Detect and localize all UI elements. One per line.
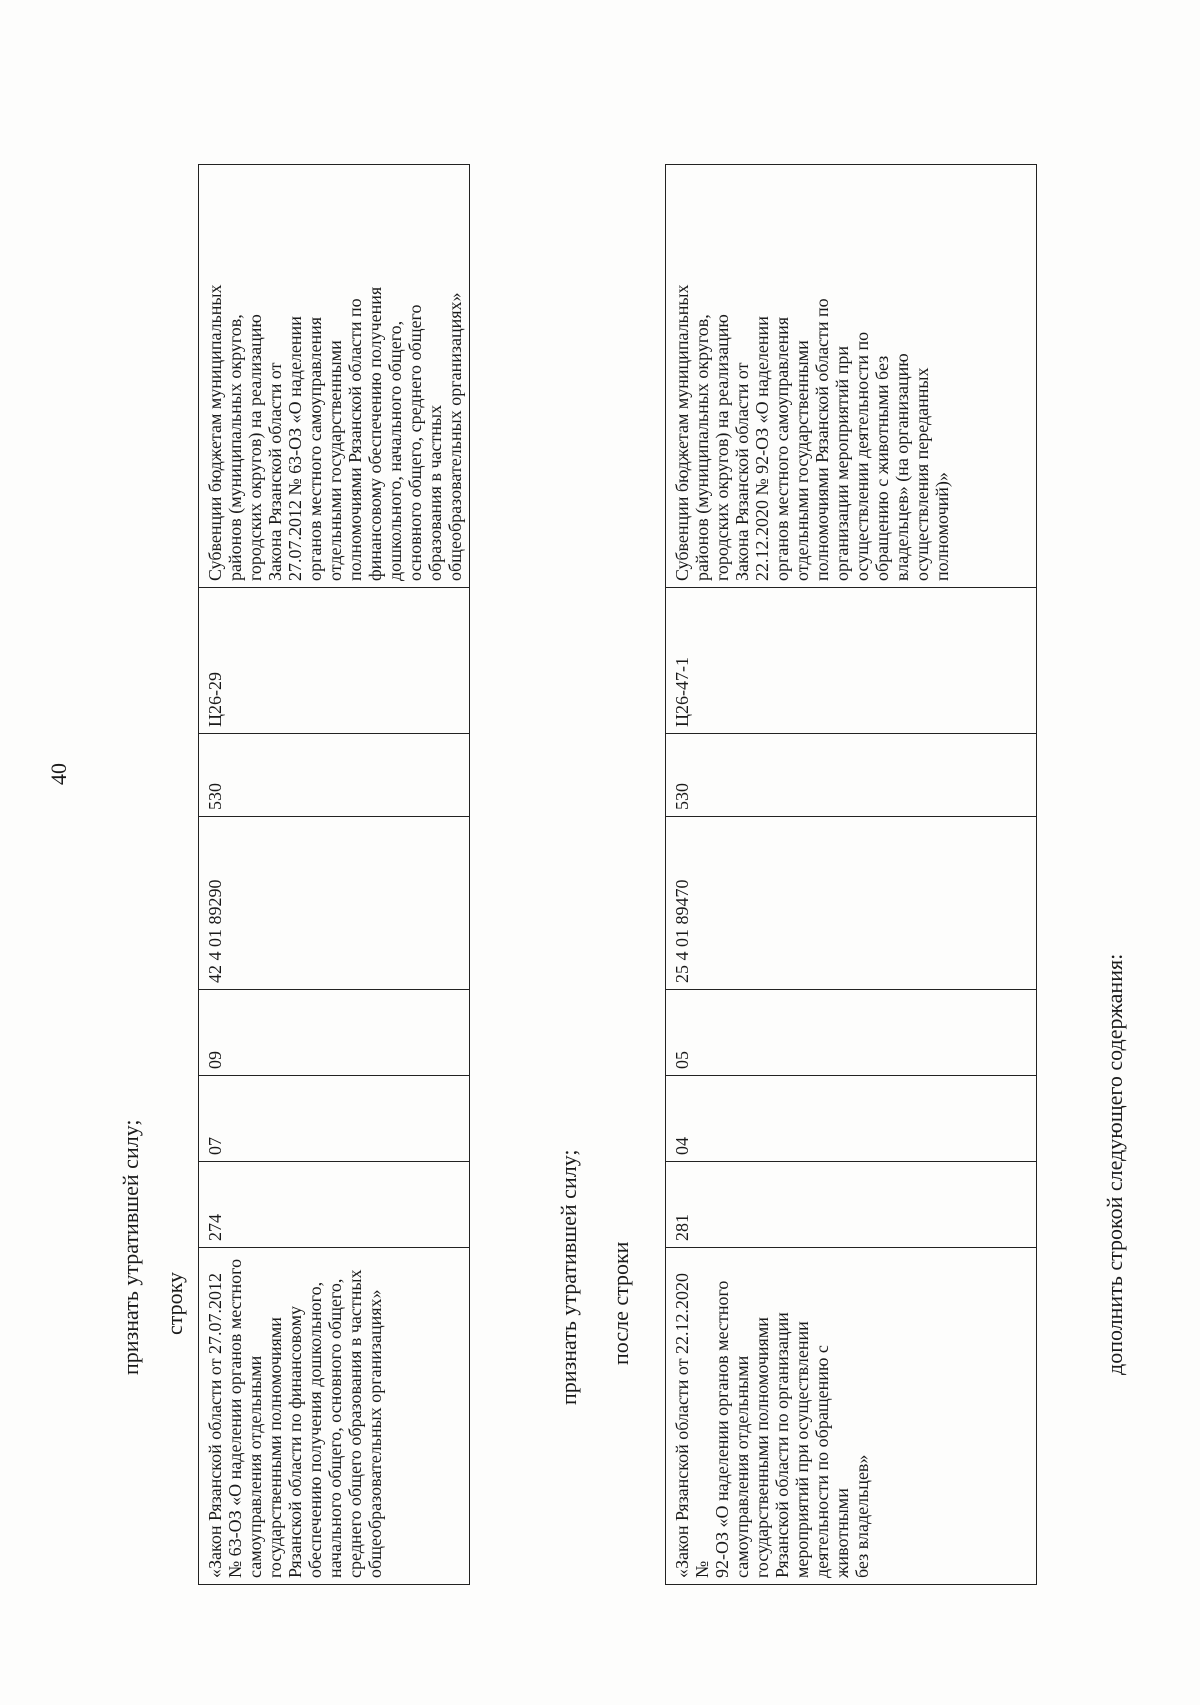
page-number: 40 [46, 763, 71, 785]
admin-code-cell: 281 [666, 1162, 1037, 1248]
instruction-text: признать утратившей силу; [118, 1119, 143, 1375]
expense-type-cell: 530 [666, 734, 1037, 817]
section-cell: 04 [666, 1076, 1037, 1162]
section-cell: 07 [199, 1076, 470, 1162]
description-line: 27.07.2012 № 63-ОЗ «О наделении [285, 316, 305, 581]
description-line: отдельными государственными [325, 340, 345, 581]
description-line: городских округов) на реализацию [712, 314, 732, 581]
description-line: Субвенции бюджетам муниципальных [672, 284, 692, 581]
description-line: отдельными государственными [792, 340, 812, 581]
law-line: Рязанской области по организации [772, 1312, 792, 1578]
law-line: обеспечению получения дошкольного, [305, 1281, 325, 1578]
law-line: деятельности по обращению с животными [812, 1345, 852, 1578]
law-cell [666, 1248, 1037, 1585]
instruction-text: признать утратившей силу; [556, 1149, 581, 1405]
description-line: осуществлении деятельности по [852, 331, 872, 581]
description-line: Закона Рязанской области от [732, 362, 752, 581]
instruction-text: дополнить строкой следующего содержания: [1102, 953, 1127, 1375]
description-cell [666, 165, 1037, 588]
description-line: полномочиями Рязанской области по [345, 298, 365, 581]
subsection-cell: 09 [199, 990, 470, 1076]
description-line: районов (муниципальных округов, [692, 314, 712, 581]
description-line: дошкольного, начального общего, [385, 320, 405, 581]
law-line: «Закон Рязанской области от 22.12.2020 № [672, 1272, 712, 1578]
description-line: образования в частных [425, 404, 445, 581]
subsection-cell: 05 [666, 990, 1037, 1076]
law-line: государственными полномочиями [265, 1317, 285, 1578]
table-row [666, 165, 1037, 1585]
admin-code-cell: 274 [199, 1162, 470, 1248]
budget-table [198, 164, 470, 1585]
law-line: общеобразовательных организациях» [365, 1289, 385, 1578]
law-line: 92-ОЗ «О наделении органов местного [712, 1280, 732, 1578]
description-line: финансовому обеспечению получения [365, 286, 385, 581]
description-line: органов местного самоуправления [772, 316, 792, 581]
description-line: районов (муниципальных округов, [225, 314, 245, 581]
target-code-cell: 25 4 01 89470 [666, 817, 1037, 990]
description-line: общеобразовательных организациях» [445, 292, 465, 581]
description-line: полномочиями Рязанской области по [812, 298, 832, 581]
law-cell [199, 1248, 470, 1585]
law-line: без владельцев» [852, 1454, 872, 1578]
description-line: городских округов) на реализацию [245, 314, 265, 581]
description-line: осуществления переданных [912, 367, 932, 581]
law-line: начального общего, основного общего, [325, 1278, 345, 1578]
law-line: среднего общего образования в частных [345, 1269, 365, 1578]
law-line: № 63-ОЗ «О наделении органов местного [225, 1258, 245, 1578]
description-cell [199, 165, 470, 588]
law-line: мероприятий при осуществлении [792, 1321, 812, 1578]
law-line: самоуправления отдельными [245, 1355, 265, 1578]
description-line: полномочий)» [932, 472, 952, 581]
law-line: «Закон Рязанской области от 27.07.2012 [205, 1272, 225, 1578]
expense-type-cell: 530 [199, 734, 470, 817]
description-line: 22.12.2020 № 92-ОЗ «О наделении [752, 316, 772, 581]
description-line: организации мероприятий при [832, 346, 852, 581]
law-line: самоуправления отдельными [732, 1355, 752, 1578]
description-line: владельцев» (на организацию [892, 353, 912, 581]
budget-table [665, 164, 1037, 1585]
law-line: Рязанской области по финансовому [285, 1305, 305, 1578]
description-line: обращению с животными без [872, 355, 892, 581]
description-line: Субвенции бюджетам муниципальных [205, 284, 225, 581]
description-line: Закона Рязанской области от [265, 362, 285, 581]
table-row [199, 165, 470, 1585]
code-cell: Ц26-47-1 [666, 588, 1037, 734]
instruction-text: строку [162, 1271, 187, 1335]
code-cell: Ц26-29 [199, 588, 470, 734]
law-line: государственными полномочиями [752, 1317, 772, 1578]
description-line: органов местного самоуправления [305, 316, 325, 581]
target-code-cell: 42 4 01 89290 [199, 817, 470, 990]
description-line: основного общего, среднего общего [405, 304, 425, 581]
instruction-text: после строки [608, 1241, 633, 1365]
